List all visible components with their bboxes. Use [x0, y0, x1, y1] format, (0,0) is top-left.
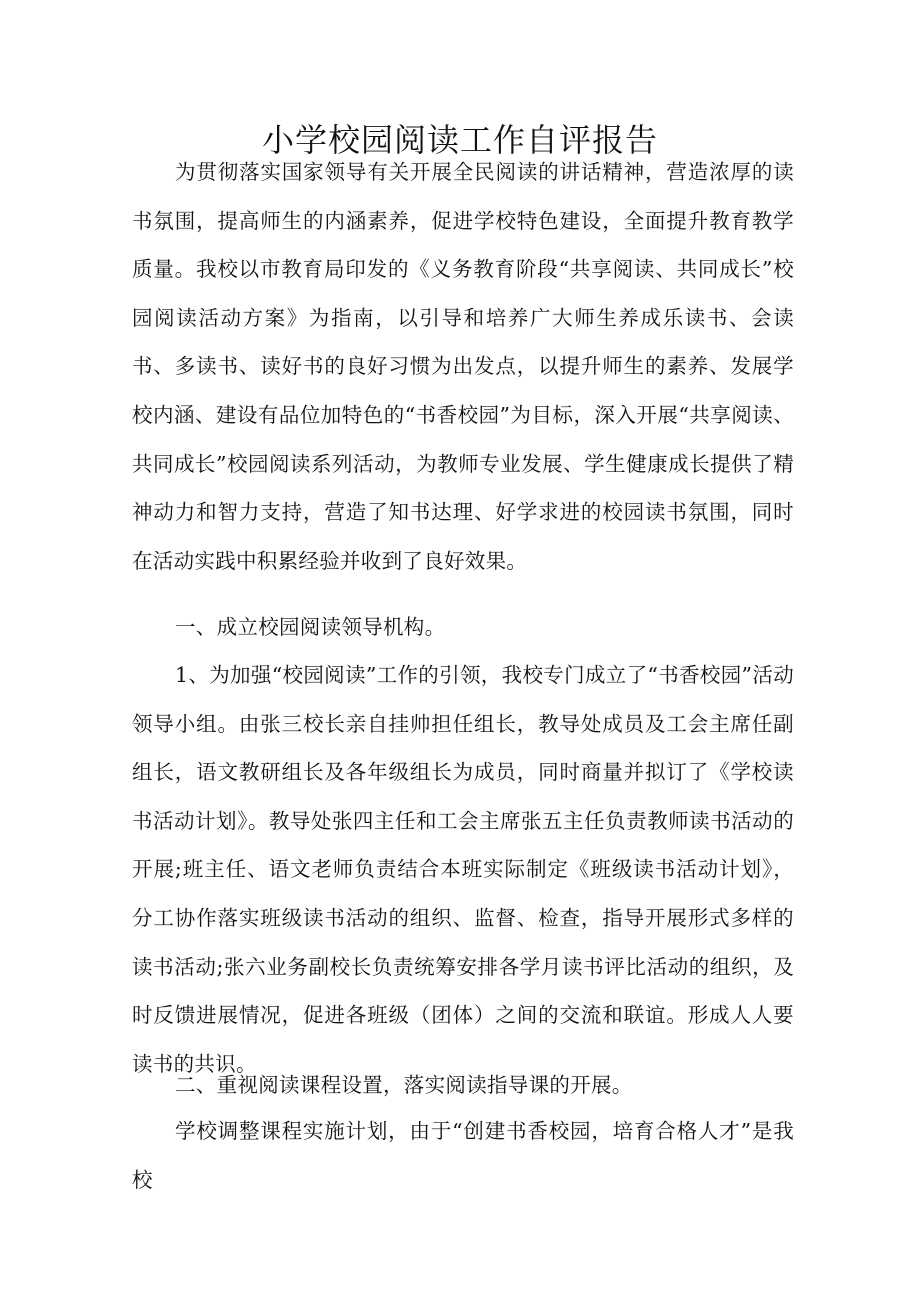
intro-paragraph: 为贯彻落实国家领导有关开展全民阅读的讲话精神，营造浓厚的读书氛围，提高师生的内涵素养，促进学校特色建设，全面提升教育教学质量。我校以市教育局印发的《义务教育阶段“共享阅读、共同成长”校园阅读活动方案》为指南，以引导和培养广大师生养成乐读书、会读书、多读书、读好书的良好习惯为出发点，以提升师生的素养、发展学校内涵、建设有品位加特色的“书香校园”为目标，深入开展“共享阅读、共同成长”校园阅读系列活动，为教师专业发展、学生健康成长提供了精神动力和智力支持，营造了知书达理、好学求进的校园读书氛围，同时在活动实践中积累经验并收到了良好效果。: [132, 160, 794, 573]
section-1-paragraph: 1、为加强“校园阅读”工作的引领，我校专门成立了“书香校园”活动领导小组。由张三校长亲自挂帅担任组长，教导处成员及工会主席任副组长，语文教研组长及各年级组长为成员，同时商量并拟订了《学校读书活动计划》。教导处张四主任和工会主席张五主任负责教师读书活动的开展;班主任、语文老师负责结合本班实际制定《班级读书活动计划》，分工协作落实班级读书活动的组织、监督、检查，指导开展形式多样的读书活动;张六业务副校长负责统筹安排各学月读书评比活动的组织，及时反馈进展情况，促进各班级（团体）之间的交流和联谊。形成人人要读书的共识。: [132, 663, 794, 1076]
section-heading-1: 一、成立校园阅读领导机构。: [175, 615, 446, 639]
section-heading-2: 二、重视阅读课程设置，落实阅读指导课的开展。: [175, 1073, 633, 1097]
section-2-paragraph: 学校调整课程实施计划，由于“创建书香校园，培育合格人才”是我校: [132, 1119, 794, 1192]
document-title: 小学校园阅读工作自评报告: [261, 121, 658, 159]
